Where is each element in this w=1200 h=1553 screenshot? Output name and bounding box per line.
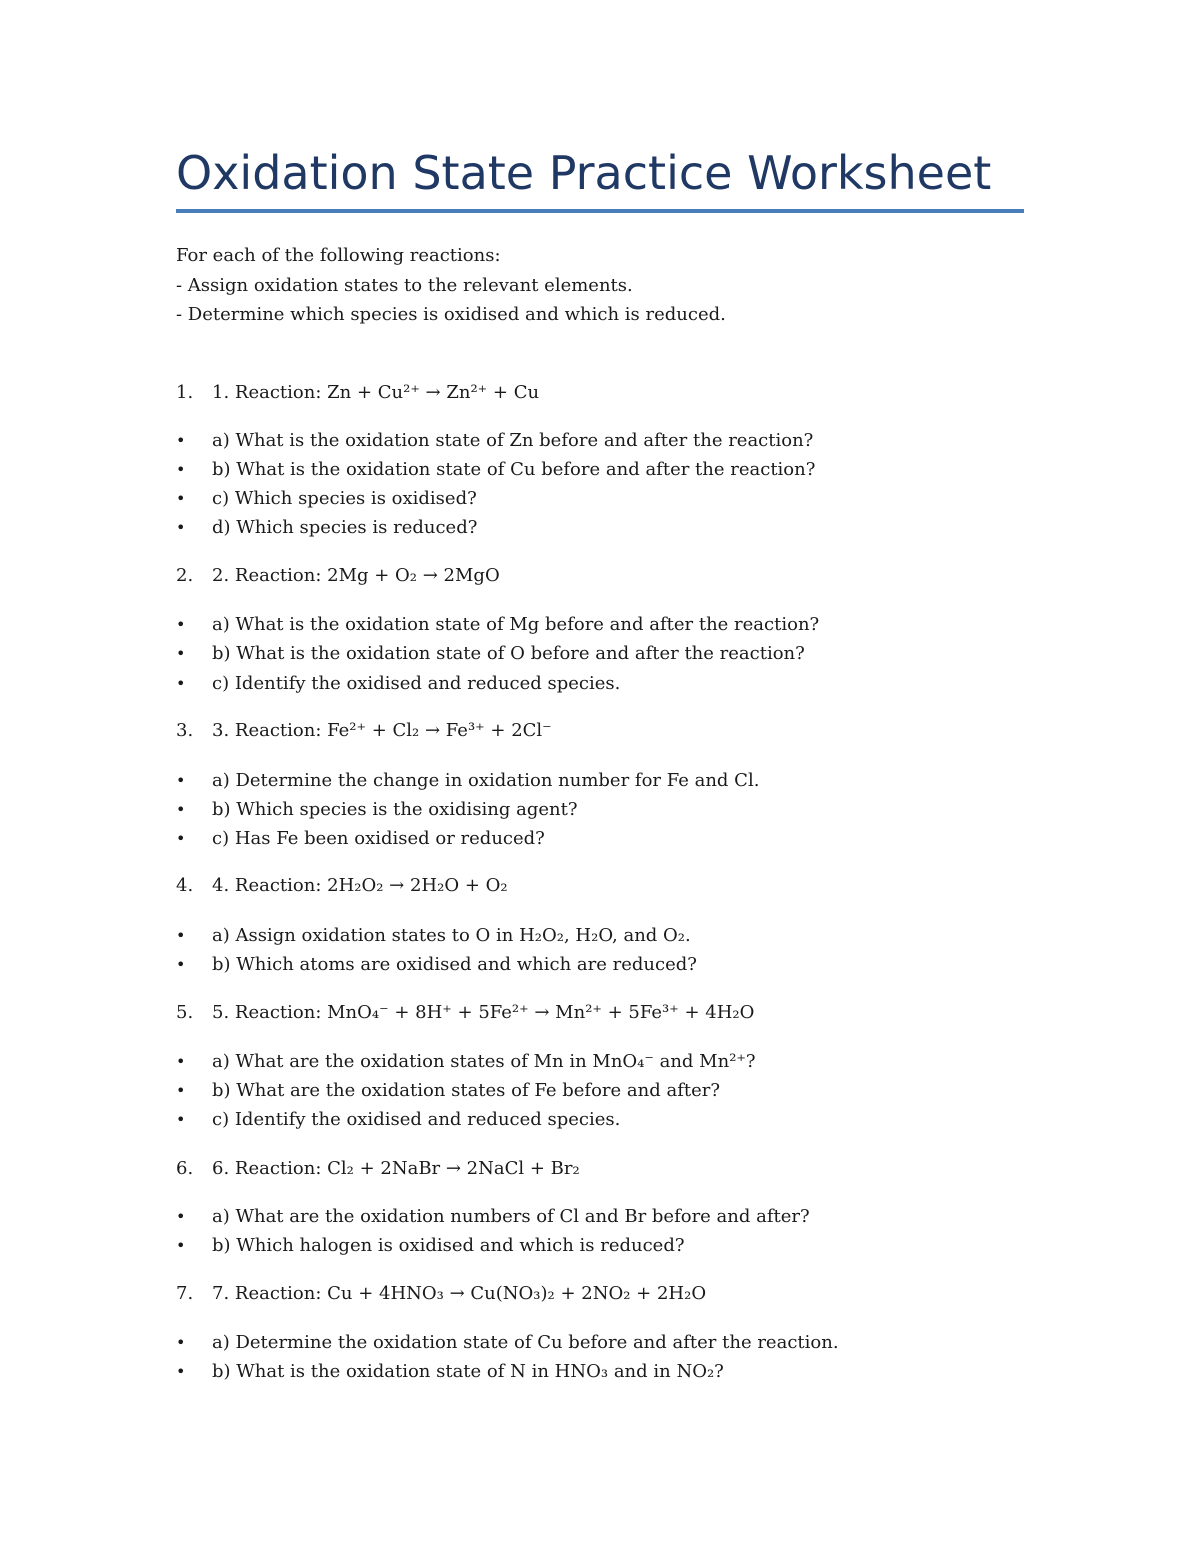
bullet-icon: • <box>176 1207 186 1226</box>
question-part: b) What is the oxidation state of N in HNO₃ and in NO₂? <box>212 1361 724 1382</box>
bullet-icon: • <box>176 926 186 945</box>
list-number: 4. <box>176 875 194 896</box>
bullet-icon: • <box>176 771 186 790</box>
reaction-text: 7. Reaction: Cu + 4HNO₃ → Cu(NO₃)₂ + 2NO₂ + 2H₂O <box>212 1283 707 1304</box>
question-part: a) Assign oxidation states to O in H₂O₂, H₂O, and O₂. <box>212 925 691 946</box>
question-part: b) What is the oxidation state of O before and after the reaction? <box>212 643 805 664</box>
bullet-icon: • <box>176 644 186 663</box>
question-part: b) Which atoms are oxidised and which are reduced? <box>212 954 697 975</box>
question-part: c) Identify the oxidised and reduced species. <box>212 673 621 694</box>
list-number: 7. <box>176 1283 194 1304</box>
reaction-text: 6. Reaction: Cl₂ + 2NaBr → 2NaCl + Br₂ <box>212 1158 580 1179</box>
reaction-text: 2. Reaction: 2Mg + O₂ → 2MgO <box>212 565 500 586</box>
bullet-icon: • <box>176 518 186 537</box>
question-part: b) What are the oxidation states of Fe before and after? <box>212 1080 720 1101</box>
question-part: a) What are the oxidation states of Mn in MnO₄⁻ and Mn²⁺? <box>212 1051 756 1072</box>
bullet-icon: • <box>176 1052 186 1071</box>
bullet-icon: • <box>176 1081 186 1100</box>
bullet-icon: • <box>176 615 186 634</box>
reaction-text: 5. Reaction: MnO₄⁻ + 8H⁺ + 5Fe²⁺ → Mn²⁺ + 5Fe³⁺ + 4H₂O <box>212 1002 755 1023</box>
bullet-icon: • <box>176 1362 186 1381</box>
bullet-icon: • <box>176 674 186 693</box>
question-part: a) What is the oxidation state of Zn before and after the reaction? <box>212 430 814 451</box>
bullet-icon: • <box>176 1110 186 1129</box>
list-number: 6. <box>176 1158 194 1179</box>
question-part: a) Determine the change in oxidation number for Fe and Cl. <box>212 770 760 791</box>
reaction-text: 4. Reaction: 2H₂O₂ → 2H₂O + O₂ <box>212 875 508 896</box>
bullet-icon: • <box>176 800 186 819</box>
question-part: d) Which species is reduced? <box>212 517 478 538</box>
question-part: c) Which species is oxidised? <box>212 488 477 509</box>
list-number: 5. <box>176 1002 194 1023</box>
bullet-icon: • <box>176 431 186 450</box>
question-part: c) Has Fe been oxidised or reduced? <box>212 828 545 849</box>
reaction-text: 1. Reaction: Zn + Cu²⁺ → Zn²⁺ + Cu <box>212 382 540 403</box>
title-underline <box>176 209 1024 213</box>
intro-line: For each of the following reactions: <box>176 245 501 266</box>
bullet-icon: • <box>176 1333 186 1352</box>
intro-line: - Determine which species is oxidised and which is reduced. <box>176 304 726 325</box>
bullet-icon: • <box>176 460 186 479</box>
reaction-text: 3. Reaction: Fe²⁺ + Cl₂ → Fe³⁺ + 2Cl⁻ <box>212 720 552 741</box>
question-part: a) What is the oxidation state of Mg before and after the reaction? <box>212 614 820 635</box>
question-part: a) Determine the oxidation state of Cu before and after the reaction. <box>212 1332 839 1353</box>
list-number: 3. <box>176 720 194 741</box>
bullet-icon: • <box>176 1236 186 1255</box>
question-part: a) What are the oxidation numbers of Cl and Br before and after? <box>212 1206 810 1227</box>
bullet-icon: • <box>176 955 186 974</box>
page-title: Oxidation State Practice Worksheet <box>176 146 992 200</box>
question-part: b) What is the oxidation state of Cu before and after the reaction? <box>212 459 816 480</box>
question-part: b) Which halogen is oxidised and which is reduced? <box>212 1235 685 1256</box>
question-part: c) Identify the oxidised and reduced species. <box>212 1109 621 1130</box>
list-number: 2. <box>176 565 194 586</box>
question-part: b) Which species is the oxidising agent? <box>212 799 578 820</box>
intro-line: - Assign oxidation states to the relevant elements. <box>176 275 633 296</box>
bullet-icon: • <box>176 489 186 508</box>
bullet-icon: • <box>176 829 186 848</box>
list-number: 1. <box>176 382 194 403</box>
